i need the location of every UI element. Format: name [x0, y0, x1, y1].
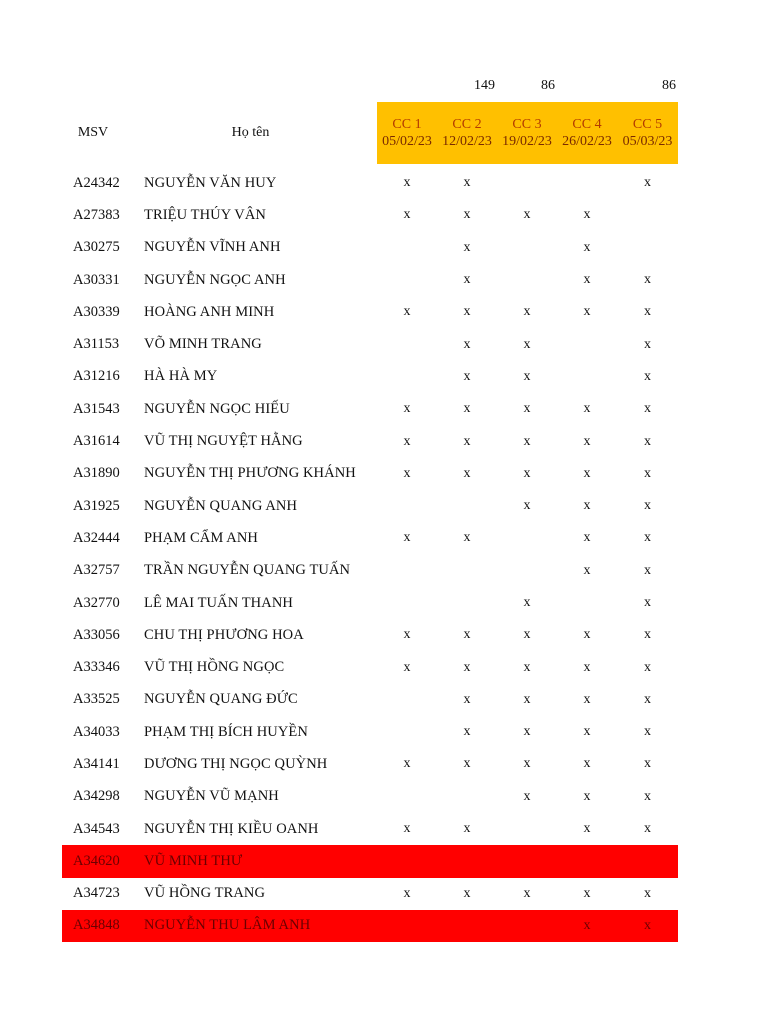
table-row	[62, 264, 678, 296]
attendance-mark-cell[interactable]: x	[523, 207, 531, 223]
table-row	[62, 328, 678, 360]
attendance-mark-cell[interactable]: x	[583, 917, 591, 933]
attendance-mark-cell[interactable]: x	[644, 336, 651, 352]
session-date: 05/02/23	[382, 134, 432, 149]
student-id-cell[interactable]: A32770	[73, 594, 120, 611]
attendance-mark-cell[interactable]: x	[403, 401, 411, 417]
attendance-mark-cell[interactable]: x	[644, 175, 651, 191]
attendance-mark-cell[interactable]: x	[463, 530, 471, 546]
session-label: CC 2	[452, 117, 482, 132]
student-name-cell[interactable]: PHẠM CẨM ANH	[144, 529, 258, 546]
table-row	[62, 813, 678, 845]
table-row	[62, 716, 678, 748]
student-id-cell[interactable]: A30331	[73, 271, 120, 288]
attendance-mark-cell[interactable]: x	[644, 917, 651, 933]
attendance-mark-cell[interactable]: x	[463, 659, 471, 675]
table-row	[62, 232, 678, 264]
student-name-cell[interactable]: NGUYỄN NGỌC ANH	[144, 271, 286, 288]
student-id-cell[interactable]: A31153	[73, 336, 120, 353]
student-id-cell[interactable]: A34298	[73, 788, 120, 805]
table-row	[62, 748, 678, 780]
attendance-mark-cell[interactable]: x	[463, 401, 471, 417]
table-row	[62, 361, 678, 393]
attendance-mark-cell[interactable]: x	[644, 691, 651, 707]
student-id-cell[interactable]: A31216	[73, 368, 120, 385]
student-name-cell[interactable]: NGUYỄN NGỌC HIẾU	[144, 400, 290, 417]
table-row	[62, 651, 678, 683]
attendance-mark-cell[interactable]: x	[583, 498, 591, 514]
attendance-mark-cell[interactable]: x	[403, 465, 411, 481]
student-name-cell[interactable]: LÊ MAI TUẤN THANH	[144, 594, 293, 611]
attendance-mark-cell[interactable]: x	[583, 562, 591, 578]
student-id-cell[interactable]: A33346	[73, 659, 120, 676]
attendance-mark-cell[interactable]: x	[644, 595, 651, 610]
attendance-mark-cell[interactable]: x	[523, 627, 531, 643]
attendance-mark-cell[interactable]: x	[644, 627, 651, 643]
attendance-mark-cell[interactable]: x	[583, 724, 591, 740]
student-name-cell[interactable]: HÀ HÀ MY	[144, 368, 218, 385]
attendance-mark-cell[interactable]: x	[403, 627, 411, 643]
table-row	[62, 587, 678, 619]
table-row	[62, 490, 678, 522]
table-row	[62, 781, 678, 813]
attendance-mark-cell[interactable]: x	[403, 885, 411, 901]
session-header-5[interactable]	[617, 102, 678, 164]
student-id-cell[interactable]: A30275	[73, 239, 120, 256]
attendance-mark-cell[interactable]: x	[583, 627, 591, 643]
attendance-mark-cell[interactable]: x	[403, 756, 411, 772]
student-id-cell[interactable]: A34543	[73, 820, 120, 837]
attendance-mark-cell[interactable]: x	[644, 821, 651, 837]
attendance-mark-cell[interactable]: x	[463, 336, 471, 352]
student-id-cell[interactable]: A31543	[73, 400, 120, 417]
student-name-cell[interactable]: CHU THỊ PHƯƠNG HOA	[144, 626, 304, 643]
attendance-mark-cell[interactable]: x	[463, 433, 471, 449]
attendance-mark-cell[interactable]: x	[583, 272, 591, 288]
attendance-mark-cell[interactable]: x	[644, 433, 651, 449]
attendance-mark-cell[interactable]: x	[523, 659, 531, 675]
attendance-mark-cell[interactable]: x	[523, 368, 531, 384]
attendance-mark-cell[interactable]: x	[523, 433, 531, 449]
table-row	[62, 878, 678, 910]
attendance-mark-cell[interactable]: x	[583, 756, 591, 772]
attendance-mark-cell[interactable]: x	[644, 562, 651, 578]
attendance-mark-cell[interactable]: x	[644, 885, 651, 901]
table-row	[62, 522, 678, 554]
student-name-cell[interactable]: TRẦN NGUYỄN QUANG TUẤN	[144, 562, 351, 579]
table-row	[62, 458, 678, 490]
attendance-mark-cell[interactable]: x	[463, 272, 471, 288]
session-header-2[interactable]	[437, 102, 497, 164]
attendance-mark-cell[interactable]: x	[644, 530, 651, 546]
attendance-mark-cell[interactable]: x	[403, 659, 411, 675]
attendance-mark-cell[interactable]: x	[523, 788, 531, 804]
attendance-mark-cell[interactable]: x	[523, 756, 531, 772]
attendance-mark-cell[interactable]: x	[463, 304, 471, 320]
attendance-mark-cell[interactable]: x	[583, 433, 591, 449]
attendance-mark-cell[interactable]: x	[583, 885, 591, 901]
student-id-cell[interactable]: A34620	[73, 852, 120, 869]
attendance-mark-cell[interactable]: x	[583, 659, 591, 675]
attendance-mark-cell[interactable]: x	[583, 530, 591, 546]
attendance-mark-cell[interactable]: x	[463, 627, 471, 643]
attendance-mark-cell[interactable]: x	[403, 207, 411, 223]
student-name-cell[interactable]: VŨ HỒNG TRANG	[144, 885, 266, 902]
table-row	[62, 684, 678, 716]
student-name-cell[interactable]: NGUYỄN THU LÂM ANH	[144, 917, 311, 934]
student-id-cell[interactable]: A33525	[73, 691, 120, 708]
attendance-mark-cell[interactable]: x	[523, 885, 531, 901]
attendance-mark-cell[interactable]: x	[463, 239, 471, 255]
table-row	[62, 199, 678, 231]
student-name-cell[interactable]: NGUYỄN QUANG ANH	[144, 497, 298, 514]
count-cell[interactable]: 86	[662, 78, 676, 93]
student-id-cell[interactable]: A31925	[73, 497, 120, 514]
count-cell[interactable]: 86	[541, 78, 555, 93]
table-row	[62, 393, 678, 425]
attendance-mark-cell[interactable]: x	[403, 175, 411, 191]
attendance-mark-cell[interactable]: x	[583, 788, 591, 804]
student-name-cell[interactable]: NGUYỄN THỊ PHƯƠNG KHÁNH	[144, 465, 356, 482]
table-row	[62, 619, 678, 651]
student-id-cell[interactable]: A24342	[73, 174, 120, 191]
student-name-cell[interactable]: NGUYỄN VŨ MẠNH	[144, 788, 279, 805]
student-name-cell[interactable]: HOÀNG ANH MINH	[144, 303, 275, 320]
table-row	[62, 555, 678, 587]
student-id-cell[interactable]: A33056	[73, 626, 120, 643]
attendance-mark-cell[interactable]: x	[583, 465, 591, 481]
student-name-cell[interactable]: PHẠM THỊ BÍCH HUYỀN	[144, 723, 308, 740]
session-date: 19/02/23	[502, 134, 552, 149]
student-id-cell[interactable]: A30339	[73, 303, 120, 320]
session-header-1[interactable]	[377, 102, 437, 164]
session-header-4[interactable]	[557, 102, 617, 164]
attendance-mark-cell[interactable]: x	[463, 756, 471, 772]
student-id-cell[interactable]: A34033	[73, 723, 120, 740]
attendance-mark-cell[interactable]: x	[403, 821, 411, 837]
attendance-mark-cell[interactable]: x	[523, 724, 531, 740]
student-id-cell[interactable]: A32444	[73, 529, 120, 546]
count-cell[interactable]: 149	[474, 78, 495, 93]
attendance-mark-cell[interactable]: x	[463, 175, 471, 191]
attendance-mark-cell[interactable]: x	[644, 401, 651, 417]
student-name-cell[interactable]: NGUYỄN THỊ KIỀU OANH	[144, 820, 319, 837]
student-id-cell[interactable]: A34723	[73, 885, 120, 902]
session-label: CC 3	[512, 117, 542, 132]
attendance-count-row	[62, 70, 678, 102]
student-name-cell[interactable]: VŨ MINH THƯ	[144, 852, 243, 869]
student-id-cell[interactable]: A31614	[73, 433, 120, 450]
attendance-mark-cell[interactable]: x	[403, 433, 411, 449]
attendance-mark-cell[interactable]: x	[403, 530, 411, 546]
attendance-mark-cell[interactable]: x	[523, 304, 531, 320]
table-row-highlighted	[62, 845, 678, 877]
session-label: CC 5	[632, 117, 663, 132]
table-row-highlighted	[62, 910, 678, 942]
student-name-cell[interactable]: VÕ MINH TRANG	[144, 336, 262, 353]
attendance-mark-cell[interactable]: x	[644, 756, 651, 772]
student-name-cell[interactable]: NGUYỄN QUANG ĐỨC	[144, 691, 298, 708]
table-row	[62, 167, 678, 199]
name-header[interactable]: Họ tên	[231, 125, 270, 140]
session-date: 26/02/23	[562, 134, 612, 149]
student-id-cell[interactable]: A34848	[73, 917, 120, 934]
attendance-mark-cell[interactable]: x	[583, 691, 591, 707]
session-header-3[interactable]	[497, 102, 557, 164]
attendance-mark-cell[interactable]: x	[644, 465, 651, 481]
attendance-mark-cell[interactable]: x	[523, 691, 531, 707]
attendance-mark-cell[interactable]: x	[463, 724, 471, 740]
attendance-mark-cell[interactable]: x	[583, 821, 591, 837]
session-label: CC 4	[572, 117, 602, 132]
session-date: 12/02/23	[442, 134, 492, 149]
attendance-mark-cell[interactable]: x	[644, 498, 651, 514]
table-row	[62, 296, 678, 328]
session-label: CC 1	[392, 117, 422, 132]
student-id-cell[interactable]: A34141	[73, 755, 120, 772]
student-name-cell[interactable]: NGUYỄN VĂN HUY	[144, 174, 277, 191]
student-id-cell[interactable]: A31890	[73, 465, 120, 482]
session-date: 05/03/23	[622, 134, 673, 149]
student-rows	[62, 167, 678, 942]
attendance-mark-cell[interactable]: x	[523, 595, 531, 610]
table-row	[62, 425, 678, 457]
attendance-mark-cell[interactable]: x	[463, 465, 471, 481]
attendance-mark-cell[interactable]: x	[463, 885, 471, 901]
attendance-mark-cell[interactable]: x	[583, 239, 591, 255]
header-row	[62, 102, 678, 164]
attendance-mark-cell[interactable]: x	[644, 272, 651, 288]
attendance-mark-cell[interactable]: x	[644, 304, 651, 320]
attendance-mark-cell[interactable]: x	[463, 691, 471, 707]
student-name-cell[interactable]: DƯƠNG THỊ NGỌC QUỲNH	[144, 755, 328, 772]
attendance-mark-cell[interactable]: x	[523, 401, 531, 417]
student-name-cell[interactable]: VŨ THỊ NGUYỆT HẰNG	[144, 433, 303, 450]
attendance-mark-cell[interactable]: x	[523, 498, 531, 514]
msv-header[interactable]: MSV	[77, 125, 109, 140]
attendance-mark-cell[interactable]: x	[644, 659, 651, 675]
attendance-mark-cell[interactable]: x	[463, 821, 471, 837]
attendance-mark-cell[interactable]: x	[523, 336, 531, 352]
student-id-cell[interactable]: A32757	[73, 562, 120, 579]
attendance-mark-cell[interactable]: x	[403, 304, 411, 320]
attendance-mark-cell[interactable]: x	[644, 368, 651, 384]
attendance-mark-cell[interactable]: x	[583, 401, 591, 417]
attendance-mark-cell[interactable]: x	[583, 304, 591, 320]
attendance-sheet	[62, 70, 678, 942]
attendance-mark-cell[interactable]: x	[463, 368, 471, 384]
attendance-mark-cell[interactable]: x	[644, 724, 651, 740]
attendance-mark-cell[interactable]: x	[523, 465, 531, 481]
attendance-mark-cell[interactable]: x	[583, 207, 591, 223]
attendance-mark-cell[interactable]: x	[463, 207, 471, 223]
student-name-cell[interactable]: NGUYỄN VĨNH ANH	[144, 239, 281, 256]
student-name-cell[interactable]: TRIỆU THÚY VÂN	[144, 206, 266, 223]
student-name-cell[interactable]: VŨ THỊ HỒNG NGỌC	[144, 659, 285, 676]
student-id-cell[interactable]: A27383	[73, 206, 120, 223]
attendance-mark-cell[interactable]: x	[644, 788, 651, 804]
